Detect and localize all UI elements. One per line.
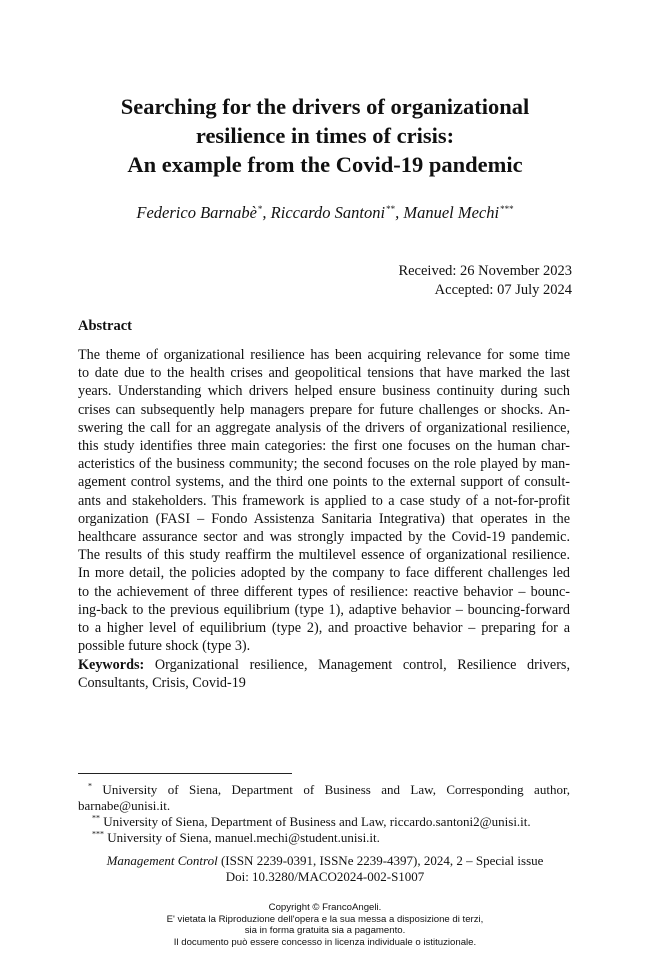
author-name: Riccardo Santoni	[270, 203, 386, 222]
title-line: resilience in times of crisis:	[195, 123, 455, 148]
abstract-line: to a higher level of equilibrium (type 2), and proactive behavior – preparing for a	[78, 620, 570, 637]
journal-name: Management Control	[106, 853, 218, 868]
abstract-line: crises can subsequently help managers prepare for future challenges or shocks. An-	[78, 401, 570, 418]
abstract-line: ants and stakeholders. This framework is applied to a case study of a not-for-profit	[78, 492, 570, 509]
footnote-text: University of Siena, Department of Business and Law, Corresponding author,	[92, 782, 570, 797]
copyright-line: Copyright © FrancoAngeli.	[268, 902, 382, 913]
abstract-line: to date due to the health crises and geopolitical tensions that have marked the last	[78, 365, 570, 382]
journal-info	[0, 853, 650, 885]
abstract-body	[78, 346, 570, 655]
footnote-text: University of Siena, Department of Business and Law, riccardo.santoni2@unisi.it.	[100, 814, 531, 829]
abstract-line: healthcare assurance sector and was strongly impacted by the Covid-19 pandemic.	[78, 529, 570, 546]
received-date: Received: 26 November 2023	[398, 263, 572, 279]
abstract-line: The theme of organizational resilience has been acquiring relevance for some time	[78, 347, 570, 363]
journal-details: (ISSN 2239-0391, ISSNe 2239-4397), 2024, 2 – Special issue	[217, 853, 544, 868]
keywords-text: Consultants, Crisis, Covid-19	[78, 675, 246, 692]
title-line: An example from the Covid-19 pandemic	[127, 152, 523, 177]
abstract-line: The results of this study reaffirm the multilevel essence of organizational resilience.	[78, 547, 570, 564]
keywords	[78, 656, 570, 692]
footnote-text: University of Siena, manuel.mechi@student.unisi.it.	[104, 830, 380, 845]
footnotes	[78, 782, 570, 846]
abstract-line: possible future shock (type 3).	[78, 638, 251, 655]
submission-dates	[398, 262, 572, 300]
abstract-line: years. Understanding which drivers helped ensure business continuity during such	[78, 383, 570, 400]
footnote-divider	[78, 773, 292, 774]
author-name: Manuel Mechi	[403, 203, 500, 222]
abstract-line: swering the call for an aggregate analysis of the drivers of organizational resilience,	[78, 419, 570, 436]
author-list	[0, 203, 650, 223]
footnote-mark: ***	[92, 829, 104, 839]
author-name: Federico Barnabè	[136, 203, 257, 222]
paper-title	[40, 92, 610, 179]
abstract-line: agement control systems, and the third one points to the external support of consult-	[78, 474, 570, 491]
abstract-line: to the achievement of three different types of resilience: reactive behavior – bounc-	[78, 583, 570, 600]
footnote-mark: *	[88, 781, 92, 791]
author-mark: **	[386, 203, 396, 214]
journal-doi: Doi: 10.3280/MACO2024-002-S1007	[225, 869, 425, 884]
title-line: Searching for the drivers of organizational	[120, 94, 530, 119]
abstract-line: ing-back to the previous equilibrium (type 1), adaptive behavior – bouncing-forward	[78, 601, 570, 618]
footnote-mark: **	[92, 813, 100, 823]
author-mark: *	[257, 203, 263, 214]
keywords-text: Organizational resilience, Management control, Resilience drivers,	[144, 657, 570, 673]
abstract-heading: Abstract	[78, 318, 132, 334]
abstract-line: In more detail, the policies adopted by the company to face different challenges led	[78, 565, 570, 582]
accepted-date: Accepted: 07 July 2024	[434, 282, 572, 298]
author-separator: ,	[395, 203, 404, 222]
abstract-line: this study identifies three main categories: the first one focuses on the human char-	[78, 438, 570, 455]
copyright-line: E' vietata la Riproduzione dell'opera e la sua messa a disposizione di terzi,	[166, 913, 484, 925]
author-mark: ***	[500, 203, 514, 214]
author-separator: ,	[262, 203, 271, 222]
keywords-label: Keywords:	[78, 657, 145, 673]
abstract-line: acteristics of the business community; the second focuses on the role played by man-	[78, 456, 570, 473]
copyright-notice	[0, 902, 650, 948]
abstract-line: organization (FASI – Fondo Assistenza Sanitaria Integrativa) that operates in the	[78, 510, 570, 527]
copyright-line: Il documento può essere concesso in licenza individuale o istituzionale.	[173, 936, 477, 948]
copyright-line: sia in forma gratuita sia a pagamento.	[244, 925, 406, 937]
footnote-email: barnabe@unisi.it.	[78, 798, 171, 813]
